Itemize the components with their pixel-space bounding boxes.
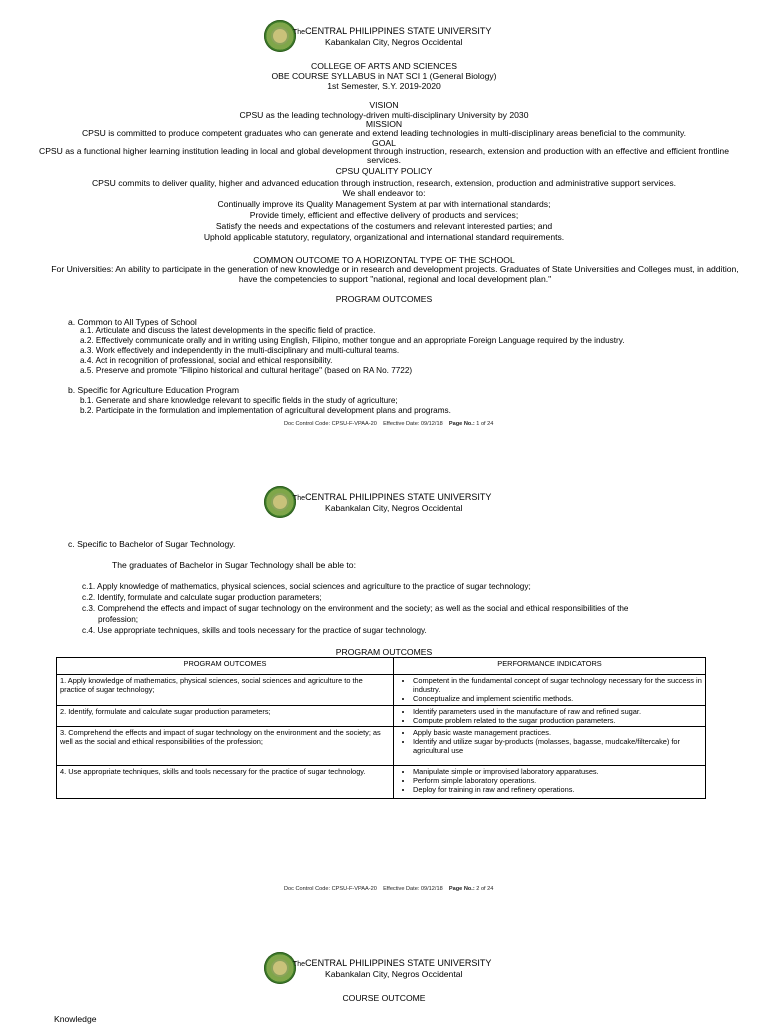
university-city: Kabankalan City, Negros Occidental bbox=[325, 503, 463, 513]
page-footer bbox=[284, 886, 493, 893]
list-item: c.3. Comprehend the effects and impact of sugar technology on the environment and the society; as well as the social and ethical responsibilities of the bbox=[82, 604, 629, 613]
semester: 1st Semester, S.Y. 2019-2020 bbox=[327, 81, 441, 91]
indicators-cell bbox=[394, 727, 706, 766]
page-number: 2 of 24 bbox=[476, 886, 494, 892]
vision-heading: VISION bbox=[369, 100, 399, 110]
university-logo-icon bbox=[264, 952, 296, 984]
indicator-item: • Apply basic waste management practices. bbox=[413, 728, 702, 737]
page-number: 1 of 24 bbox=[476, 421, 494, 427]
page-header bbox=[0, 950, 768, 992]
program-outcomes-heading: PROGRAM OUTCOMES bbox=[335, 294, 433, 304]
list-item: c.4. Use appropriate techniques, skills and tools necessary for the practice of sugar technology. bbox=[82, 626, 427, 635]
indicator-item: • Perform simple laboratory operations. bbox=[413, 776, 702, 785]
university-name: TheCENTRAL PHILIPPINES STATE UNIVERSITY bbox=[293, 958, 492, 968]
endeavor-heading: We shall endeavor to: bbox=[342, 188, 426, 198]
section-c-intro: The graduates of Bachelor in Sugar Technology shall be able to: bbox=[112, 560, 356, 570]
doc-control-code: Doc Control Code: CPSU-F-VPAA-20 bbox=[284, 421, 377, 427]
doc-control-code: Doc Control Code: CPSU-F-VPAA-20 bbox=[284, 886, 377, 892]
university-name: TheCENTRAL PHILIPPINES STATE UNIVERSITY bbox=[293, 492, 492, 502]
section-a-heading: a. Common to All Types of School bbox=[68, 317, 197, 327]
table-row bbox=[57, 727, 706, 766]
column-header: PROGRAM OUTCOMES bbox=[57, 658, 394, 675]
goal-text: CPSU as a functional higher learning institution leading in local and global development through instruction, research, extension and production with an effective and efficient frontline services. bbox=[38, 146, 729, 165]
outcome-cell: 3. Comprehend the effects and impact of sugar technology on the environment and the society; as well as the social and ethical responsibilities of the profession; bbox=[57, 727, 394, 766]
list-item: profession; bbox=[98, 615, 139, 624]
common-outcome-text: For Universities: An ability to participate in the generation of new knowledge or in research and development projects. Graduates of State Universities and Colleges must, in addition, have the competencies to support "national, regional and local development plan." bbox=[51, 264, 739, 284]
outcome-cell: 1. Apply knowledge of mathematics, physical sciences, social sciences and agriculture to the practice of sugar technology; bbox=[57, 675, 394, 706]
indicator-list bbox=[397, 728, 702, 755]
list-item: b.1. Generate and share knowledge relevant to specific fields in the study of agriculture; bbox=[80, 396, 398, 405]
policy-text: CPSU commits to deliver quality, higher and advanced education through instruction, research, extension, production and administrative support services. bbox=[91, 178, 677, 188]
section-c-list bbox=[82, 582, 722, 637]
program-outcomes-table bbox=[56, 657, 706, 799]
indicator-item: • Identify parameters used in the manufacture of raw and refined sugar. bbox=[413, 707, 702, 716]
endeavor-item: Continually improve its Quality Management System at par with international standards; bbox=[217, 199, 551, 209]
indicator-list bbox=[397, 707, 702, 725]
university-logo-icon bbox=[264, 486, 296, 518]
indicator-item: • Conceptualize and implement scientific methods. bbox=[413, 694, 702, 703]
table-row bbox=[57, 766, 706, 799]
indicator-item: • Manipulate simple or improvised laboratory apparatuses. bbox=[413, 767, 702, 776]
goal-heading: GOAL bbox=[372, 138, 396, 148]
indicators-cell bbox=[394, 706, 706, 727]
list-item: b.2. Participate in the formulation and implementation of agricultural development plans and programs. bbox=[80, 406, 451, 415]
page-number-label: Page No.: bbox=[448, 421, 475, 427]
indicator-list bbox=[397, 767, 702, 794]
list-item: a.3. Work effectively and independently in the multi-disciplinary and multi-cultural teams. bbox=[80, 346, 400, 355]
section-b-heading: b. Specific for Agriculture Education Program bbox=[68, 385, 240, 395]
indicators-cell bbox=[394, 675, 706, 706]
list-item: a.2. Effectively communicate orally and in writing using English, Filipino, mother tongue and an appropriate Foreign Language required by the industry. bbox=[80, 336, 625, 345]
policy-heading: CPSU QUALITY POLICY bbox=[335, 166, 433, 176]
table-header-row bbox=[57, 658, 706, 675]
section-c-heading: c. Specific to Bachelor of Sugar Technology. bbox=[68, 539, 236, 549]
page-header bbox=[0, 484, 768, 526]
university-city: Kabankalan City, Negros Occidental bbox=[325, 37, 463, 47]
table-row bbox=[57, 706, 706, 727]
page-footer bbox=[284, 421, 493, 428]
list-item: c.1. Apply knowledge of mathematics, physical sciences, social sciences and agriculture to the practice of sugar technology; bbox=[82, 582, 531, 591]
knowledge-label: Knowledge bbox=[54, 1014, 97, 1024]
indicator-item: • Identify and utilize sugar by-products (molasses, bagasse, mudcake/filtercake) for agricultural use bbox=[413, 737, 702, 755]
list-item: a.1. Articulate and discuss the latest developments in the specific field of practice. bbox=[80, 326, 376, 335]
table-row bbox=[57, 675, 706, 706]
mission-heading: MISSION bbox=[365, 119, 403, 129]
list-item: a.4. Act in recognition of professional, social and ethical responsibility. bbox=[80, 356, 333, 365]
outcome-cell: 4. Use appropriate techniques, skills and tools necessary for the practice of sugar technology. bbox=[57, 766, 394, 799]
section-b-list bbox=[80, 396, 740, 416]
section-a-list bbox=[80, 326, 740, 376]
mission-text: CPSU is committed to produce competent graduates who can generate and extend leading technologies in multi-disciplinary areas beneficial to the community. bbox=[81, 128, 687, 138]
column-header: PERFORMANCE INDICATORS bbox=[394, 658, 706, 675]
course-title: OBE COURSE SYLLABUS in NAT SCI 1 (General Biology) bbox=[271, 71, 497, 81]
endeavor-list bbox=[0, 199, 768, 243]
list-item: c.2. Identify, formulate and calculate sugar production parameters; bbox=[82, 593, 322, 602]
page-header bbox=[0, 18, 768, 60]
page-number-label: Page No.: bbox=[448, 886, 475, 892]
endeavor-item: Uphold applicable statutory, regulatory, organizational and international standard requirements. bbox=[203, 232, 565, 242]
effective-date: Effective Date: 09/12/18 bbox=[383, 886, 443, 892]
list-item: a.5. Preserve and promote "Filipino historical and cultural heritage" (based on RA No. 7722) bbox=[80, 366, 413, 375]
course-outcome-heading: COURSE OUTCOME bbox=[342, 993, 426, 1003]
indicator-list bbox=[397, 676, 702, 703]
college-name: COLLEGE OF ARTS AND SCIENCES bbox=[311, 61, 457, 71]
table-title: PROGRAM OUTCOMES bbox=[335, 647, 433, 657]
university-city: Kabankalan City, Negros Occidental bbox=[325, 969, 463, 979]
indicator-item: • Compute problem related to the sugar production parameters. bbox=[413, 716, 702, 725]
university-logo-icon bbox=[264, 20, 296, 52]
vision-text: CPSU as the leading technology-driven multi-disciplinary University by 2030 bbox=[239, 110, 529, 120]
endeavor-item: Satisfy the needs and expectations of the costumers and relevant interested parties; and bbox=[215, 221, 553, 231]
indicators-cell bbox=[394, 766, 706, 799]
outcome-cell: 2. Identify, formulate and calculate sugar production parameters; bbox=[57, 706, 394, 727]
effective-date: Effective Date: 09/12/18 bbox=[383, 421, 443, 427]
indicator-item: • Deploy for training in raw and refinery operations. bbox=[413, 785, 702, 794]
endeavor-item: Provide timely, efficient and effective delivery of products and services; bbox=[249, 210, 519, 220]
indicator-item: • Competent in the fundamental concept of sugar technology necessary for the success in industry. bbox=[413, 676, 702, 694]
university-name: TheCENTRAL PHILIPPINES STATE UNIVERSITY bbox=[293, 26, 492, 36]
common-outcome-heading: COMMON OUTCOME TO A HORIZONTAL TYPE OF THE SCHOOL bbox=[253, 255, 515, 265]
